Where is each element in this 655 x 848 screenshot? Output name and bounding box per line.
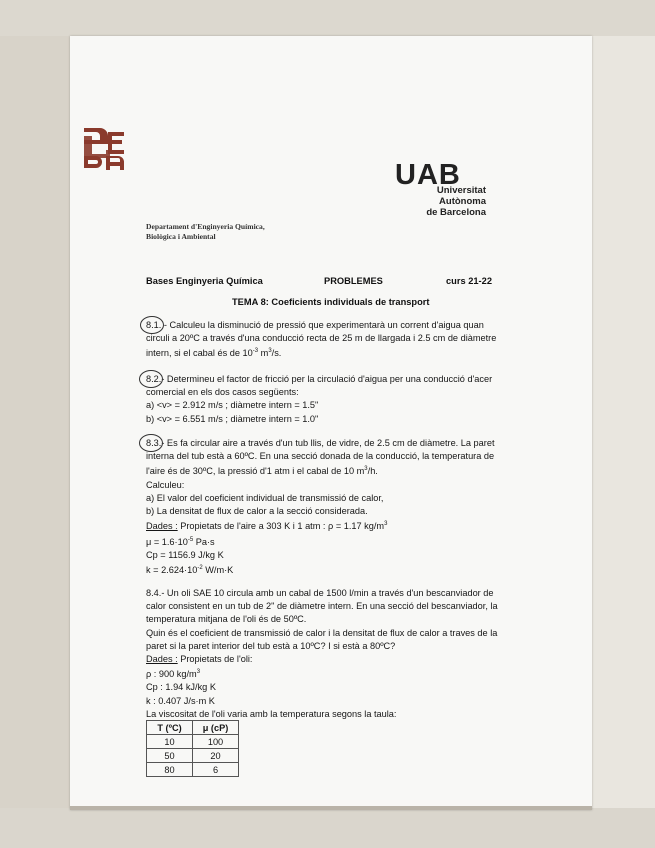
p3-mu-a: μ = 1.6·10 xyxy=(146,536,188,547)
problem-8-3-line3 xyxy=(146,463,495,478)
document-type: PROBLEMES xyxy=(324,276,383,286)
department-line1: Departament d'Enginyeria Química, xyxy=(146,222,265,231)
p4-rho-a: ρ : 900 kg/m xyxy=(146,669,197,680)
problem-8-4-dades xyxy=(146,653,498,666)
viscosity-table xyxy=(146,720,239,777)
p3-mu-sup: -5 xyxy=(187,536,194,543)
problem-8-4-rho xyxy=(146,666,498,681)
problem-8-2 xyxy=(146,373,492,426)
problem-8-4-line5: paret si la paret interior del tub està a 10ºC? I si està a 80ºC? xyxy=(146,640,396,651)
problem-8-4-cp: Cp : 1.94 kJ/kg K xyxy=(146,682,216,693)
scan-background-left xyxy=(0,0,72,848)
scan-background-bottom xyxy=(0,808,655,848)
problem-8-2-line3: a) <v> = 2.912 m/s ; diàmetre intern = 1.5" xyxy=(146,400,319,411)
problem-8-3-k xyxy=(146,562,495,577)
table-row xyxy=(147,749,239,763)
uab-subtitle-line2: de Barcelona xyxy=(426,206,486,218)
problem-8-2-line4: b) <v> = 6.551 m/s ; diàmetre intern = 1.0" xyxy=(146,413,319,424)
department-label xyxy=(146,222,296,242)
problem-8-4 xyxy=(146,587,498,721)
table-cell: 6 xyxy=(193,763,239,777)
p4-dades-label: Dades : xyxy=(146,654,178,665)
handwritten-circle-8-3 xyxy=(139,434,163,452)
problem-8-4-k: k : 0.407 J/s·m K xyxy=(146,695,215,706)
table-header-viscosity: μ (cP) xyxy=(193,721,239,735)
problem-8-3-line4: Calculeu: xyxy=(146,479,185,490)
problem-8-2-line1: 8.2.- Determineu el factor de fricció per la circulació d'aigua per una conducció d'acer xyxy=(146,374,493,384)
p3-dades-label: Dades : xyxy=(146,521,178,532)
problem-8-1 xyxy=(146,319,496,361)
table-cell: 80 xyxy=(147,763,193,777)
p3-dades-sup: 3 xyxy=(384,521,388,528)
uab-subtitle-line1: Universitat Autònoma xyxy=(436,185,486,207)
problem-8-4-table-intro: La viscositat de l'oli varia amb la temperatura segons la taula: xyxy=(146,708,397,719)
p3-mu-b: Pa·s xyxy=(193,536,215,547)
p4-rho-sup: 3 xyxy=(196,669,201,676)
problem-8-3-line6: b) La densitat de flux de calor a la secció considerada. xyxy=(146,506,368,517)
handwritten-circle-8-2 xyxy=(139,370,163,388)
p3-dades-text: Propietats de l'aire a 303 K i 1 atm : ρ = 1.17 kg/m xyxy=(177,521,385,532)
p3-k-a: k = 2.624·10 xyxy=(146,565,198,576)
table-row xyxy=(147,735,239,749)
uab-logo xyxy=(323,125,486,218)
eeba-logo-graphic xyxy=(80,126,130,171)
uab-logo-title: UAB xyxy=(395,159,461,191)
problem-8-3 xyxy=(146,437,495,577)
problem-8-4-line3: temperatura mitjana de l'oli és de 50ºC. xyxy=(146,614,307,625)
p4-dades-text: Propietats de l'oli: xyxy=(177,654,253,665)
problem-8-4-line1: 8.4.- Un oli SAE 10 circula amb un cabal de 1500 l/min a través d'un bescanviador de xyxy=(146,588,494,598)
problem-8-4-line2: calor consistent en un tub de 2" de diàmetre intern. En una secció del bescanviador, la xyxy=(146,601,498,612)
page-shadow-edge xyxy=(70,806,592,810)
problem-8-3-mu xyxy=(146,534,495,549)
p1-text-a: intern, si el cabal és de 10 xyxy=(146,348,253,359)
p1-sup2: 3 xyxy=(268,348,272,355)
scan-background-top xyxy=(0,0,655,36)
p1-sup1: -3 xyxy=(252,348,259,355)
problem-8-3-line1: 8.3.- Es fa circular aire a través d'un tub llis, de vidre, de 2.5 cm de diàmetre. La paret xyxy=(146,438,495,448)
p1-text-c: /s. xyxy=(271,348,282,359)
problem-8-1-line3 xyxy=(146,345,496,360)
problem-8-3-dades xyxy=(146,518,495,533)
p3-k-sup: -2 xyxy=(197,565,203,572)
table-header-temperature: T (ºC) xyxy=(147,721,193,735)
p3-text-b: /h. xyxy=(367,466,378,477)
topic-title: TEMA 8: Coeficients individuals de transport xyxy=(232,297,430,307)
p1-text-b: m xyxy=(258,348,269,359)
table-row xyxy=(147,763,239,777)
eeba-logo xyxy=(80,126,130,206)
problem-8-3-line2: interna del tub està a 60ºC. En una secció donada de la conducció, la temperatura de xyxy=(146,451,495,462)
handwritten-circle-8-1 xyxy=(140,316,164,334)
table-cell: 50 xyxy=(147,749,193,763)
problem-8-1-line1: 8.1. - Calculeu la disminució de pressió que experimentarà un corrent d'aigua quan xyxy=(146,320,484,330)
p3-sup: 3 xyxy=(364,466,368,473)
problem-8-4-line4: Quin és el coeficient de transmissió de calor i la densitat de flux de calor a traves de la xyxy=(146,627,498,638)
p3-text-a: l'aire és de 30ºC, la pressió d'1 atm i el cabal de 10 m xyxy=(146,466,365,477)
problem-8-3-line5: a) El valor del coeficient individual de transmissió de calor, xyxy=(146,492,384,503)
course-year: curs 21-22 xyxy=(446,276,492,286)
table-cell: 10 xyxy=(147,735,193,749)
department-line2: Biològica i Ambiental xyxy=(146,231,216,241)
uab-logo-subtitle xyxy=(398,186,486,219)
table-header-row xyxy=(147,721,239,735)
problem-8-1-line2: circuli a 20ºC a través d'una conducció recta de 25 m de llargada i 2.5 cm de diàmetre xyxy=(146,333,497,344)
problem-8-2-line2: comercial en els dos casos següents: xyxy=(146,387,299,398)
course-name: Bases Enginyeria Química xyxy=(146,276,263,286)
table-cell: 20 xyxy=(193,749,239,763)
table-cell: 100 xyxy=(193,735,239,749)
p3-k-b: W/m·K xyxy=(202,565,234,576)
problem-8-3-cp: Cp = 1156.9 J/kg K xyxy=(146,549,224,560)
